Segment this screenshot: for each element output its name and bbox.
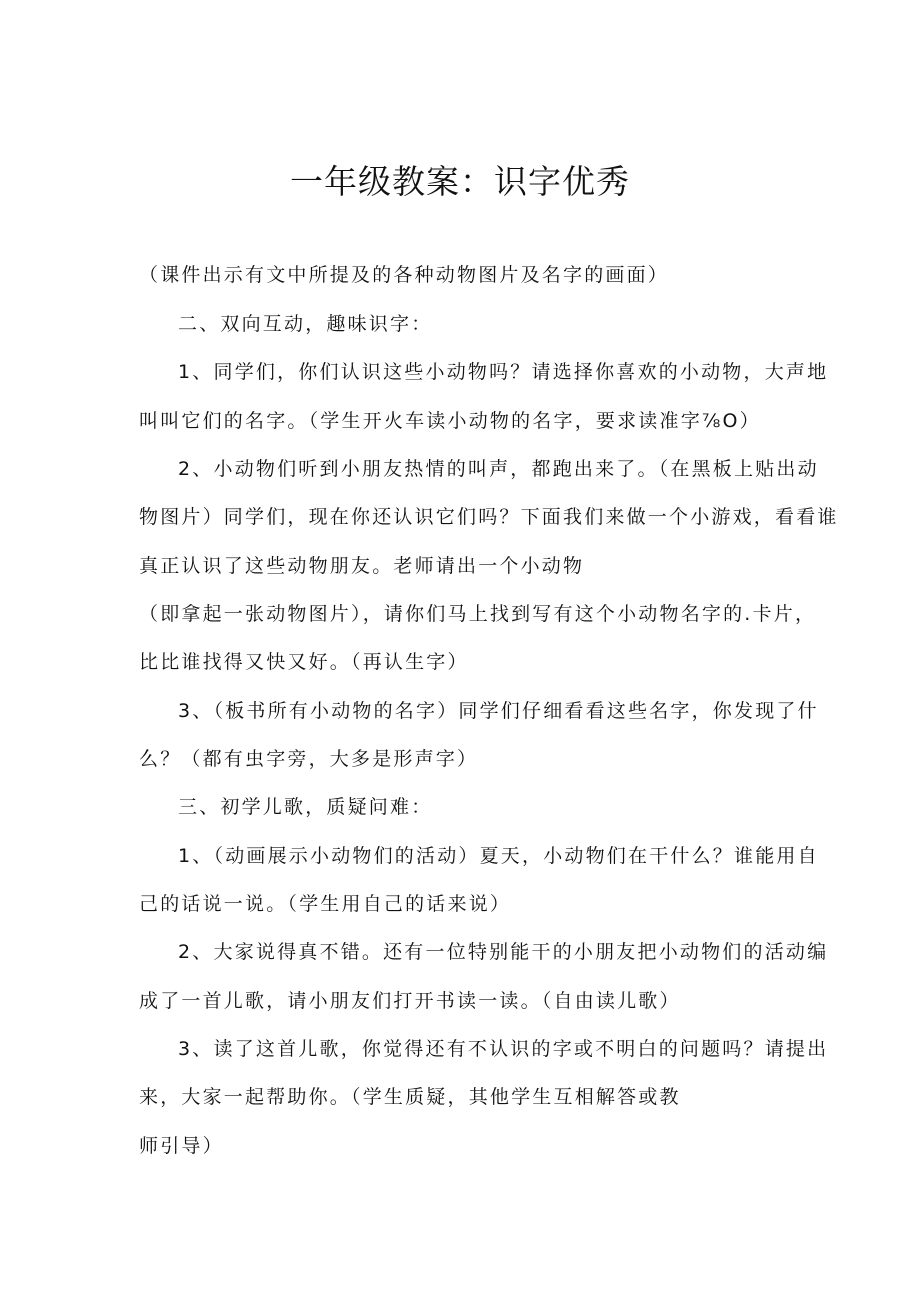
text-line: 成了一首儿歌，请小朋友们打开书读一读。（自由读儿歌） xyxy=(139,990,681,1012)
text-line: 来，大家一起帮助你。（学生质疑，其他学生互相解答或教 xyxy=(139,1086,681,1108)
text-line: 2、小动物们听到小朋友热情的叫声，都跑出来了。（在黑板上贴出动 xyxy=(178,458,819,480)
text-line: 师引导） xyxy=(139,1135,224,1157)
text-line: 么？（都有虫字旁，大多是形声字） xyxy=(139,748,479,770)
text-line: 1、（动画展示小动物们的活动）夏天，小动物们在干什么？谁能用自 xyxy=(178,845,819,867)
text-line: 己的话说一说。（学生用自己的话来说） xyxy=(139,893,512,915)
text-line: 3、读了这首儿歌，你觉得还有不认识的字或不明白的问题吗？请提出 xyxy=(178,1038,829,1060)
text-line: 1、同学们，你们认识这些小动物吗？请选择你喜欢的小动物，大声地 xyxy=(178,361,829,383)
text-line: 3、（板书所有小动物的名字）同学们仔细看看这些名字，你发现了什 xyxy=(178,700,819,722)
document-title: 一年级教案：识字优秀 xyxy=(290,162,630,201)
text-line: （课件出示有文中所提及的各种动物图片及名字的画面） xyxy=(139,264,670,286)
text-line: 比比谁找得又快又好。（再认生字） xyxy=(139,651,469,673)
text-line: 叫叫它们的名字。（学生开火车读小动物的名字，要求读准字⅞O） xyxy=(139,410,761,432)
text-line: 真正认识了这些动物朋友。老师请出一个小动物 xyxy=(139,555,585,577)
section-heading: 二、双向互动，趣味识字： xyxy=(178,313,433,335)
section-heading: 三、初学儿歌，质疑问难： xyxy=(178,796,433,818)
text-line: 物图片）同学们，现在你还认识它们吗？下面我们来做一个小游戏，看看谁 xyxy=(139,506,839,528)
text-line: （即拿起一张动物图片），请你们马上找到写有这个小动物名字的.卡片， xyxy=(139,603,817,625)
text-line: 2、大家说得真不错。还有一位特别能干的小朋友把小动物们的活动编 xyxy=(178,941,829,963)
